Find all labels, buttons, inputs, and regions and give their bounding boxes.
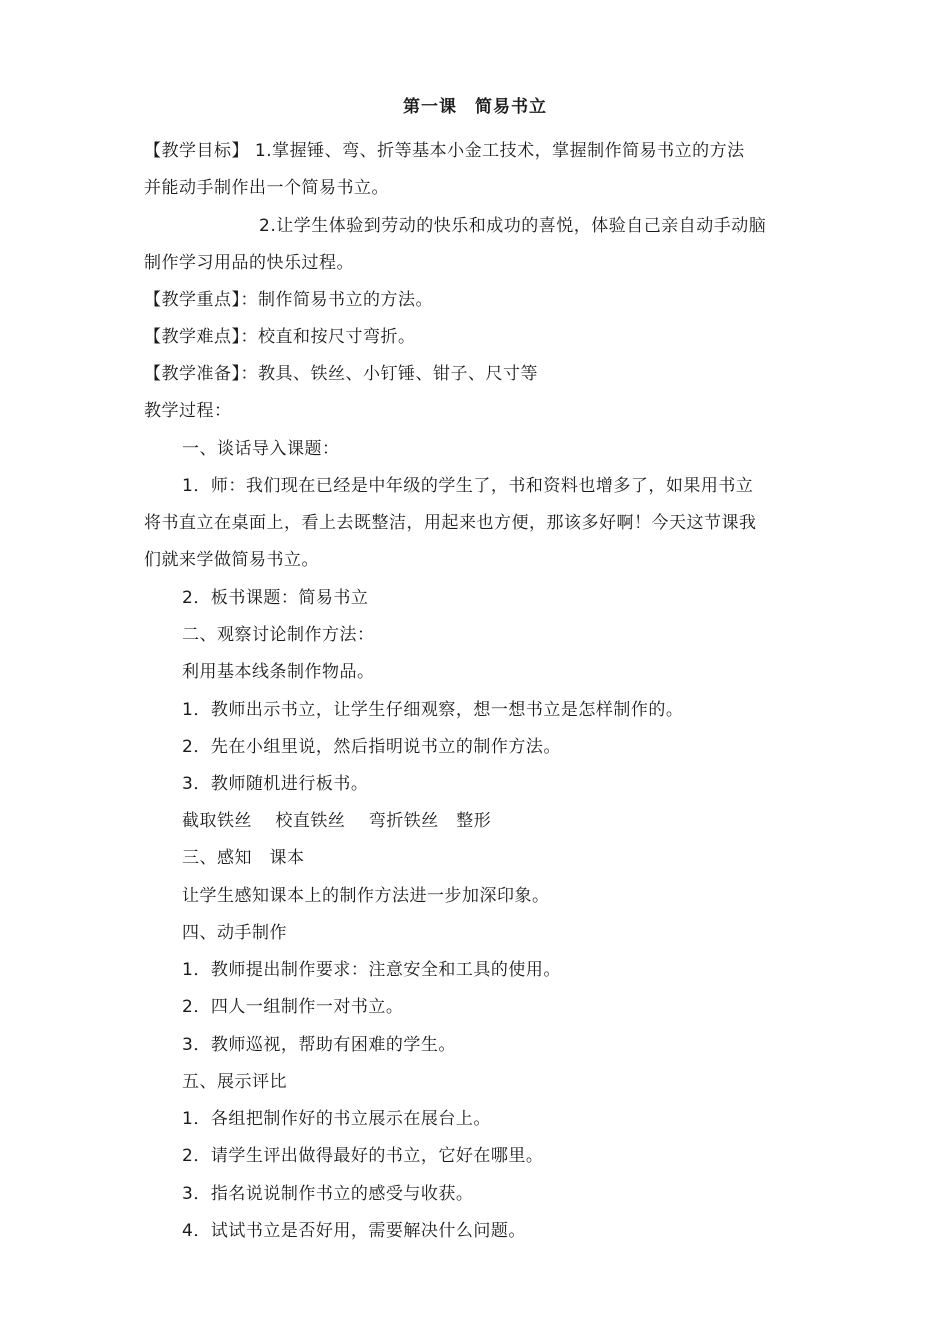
section-heading-5: 五、展示评比 <box>182 1072 287 1092</box>
list-item: 4．试试书立是否好用，需要解决什么问题。 <box>182 1221 526 1241</box>
process-heading: 教学过程： <box>144 401 232 421</box>
objective-line-2: 并能动手制作出一个简易书立。 <box>144 178 389 198</box>
list-item: 1．各组把制作好的书立展示在展台上。 <box>182 1109 491 1129</box>
objective-line-4: 制作学习用品的快乐过程。 <box>144 253 354 273</box>
list-item: 3．指名说说制作书立的感受与收获。 <box>182 1184 474 1204</box>
section-heading-2: 二、观察讨论制作方法： <box>182 625 375 645</box>
list-item: 2．板书课题：简易书立 <box>182 588 369 608</box>
list-item-continued: 们就来学做简易书立。 <box>144 550 319 570</box>
list-item: 1．师：我们现在已经是中年级的学生了，书和资料也增多了，如果用书立 <box>182 476 754 496</box>
lesson-title: 第一课 简易书立 <box>403 97 547 117</box>
paragraph-line: 让学生感知课本上的制作方法进一步加深印象。 <box>182 886 550 906</box>
preparation-line: 【教学准备】：教具、铁丝、小钉锤、钳子、尺寸等 <box>144 364 538 384</box>
list-item: 2．请学生评出做得最好的书立，它好在哪里。 <box>182 1146 544 1166</box>
paragraph-line: 利用基本线条制作物品。 <box>182 662 375 682</box>
list-item: 1．教师提出制作要求：注意安全和工具的使用。 <box>182 960 561 980</box>
section-heading-1: 一、谈话导入课题： <box>182 439 340 459</box>
key-point-line: 【教学重点】：制作简易书立的方法。 <box>144 290 433 310</box>
list-item-continued: 将书直立在桌面上，看上去既整洁，用起来也方便，那该多好啊！今天这节课我 <box>144 513 757 533</box>
list-item: 3．教师随机进行板书。 <box>182 774 369 794</box>
list-item: 1．教师出示书立，让学生仔细观察，想一想书立是怎样制作的。 <box>182 700 684 720</box>
steps-line: 截取铁丝 校直铁丝 弯折铁丝 整形 <box>182 811 492 831</box>
list-item: 2．先在小组里说，然后指明说书立的制作方法。 <box>182 737 561 757</box>
section-heading-3: 三、感知 课本 <box>182 848 305 868</box>
objective-line-3: 2.让学生体验到劳动的快乐和成功的喜悦，体验自己亲自动手动脑 <box>259 216 767 236</box>
difficulty-line: 【教学难点】：校直和按尺寸弯折。 <box>144 327 416 347</box>
list-item: 2．四人一组制作一对书立。 <box>182 997 404 1017</box>
list-item: 3．教师巡视，帮助有困难的学生。 <box>182 1035 456 1055</box>
section-heading-4: 四、动手制作 <box>182 923 287 943</box>
objective-line-1: 【教学目标】 1.掌握锤、弯、折等基本小金工技术，掌握制作简易书立的方法 <box>144 141 745 161</box>
